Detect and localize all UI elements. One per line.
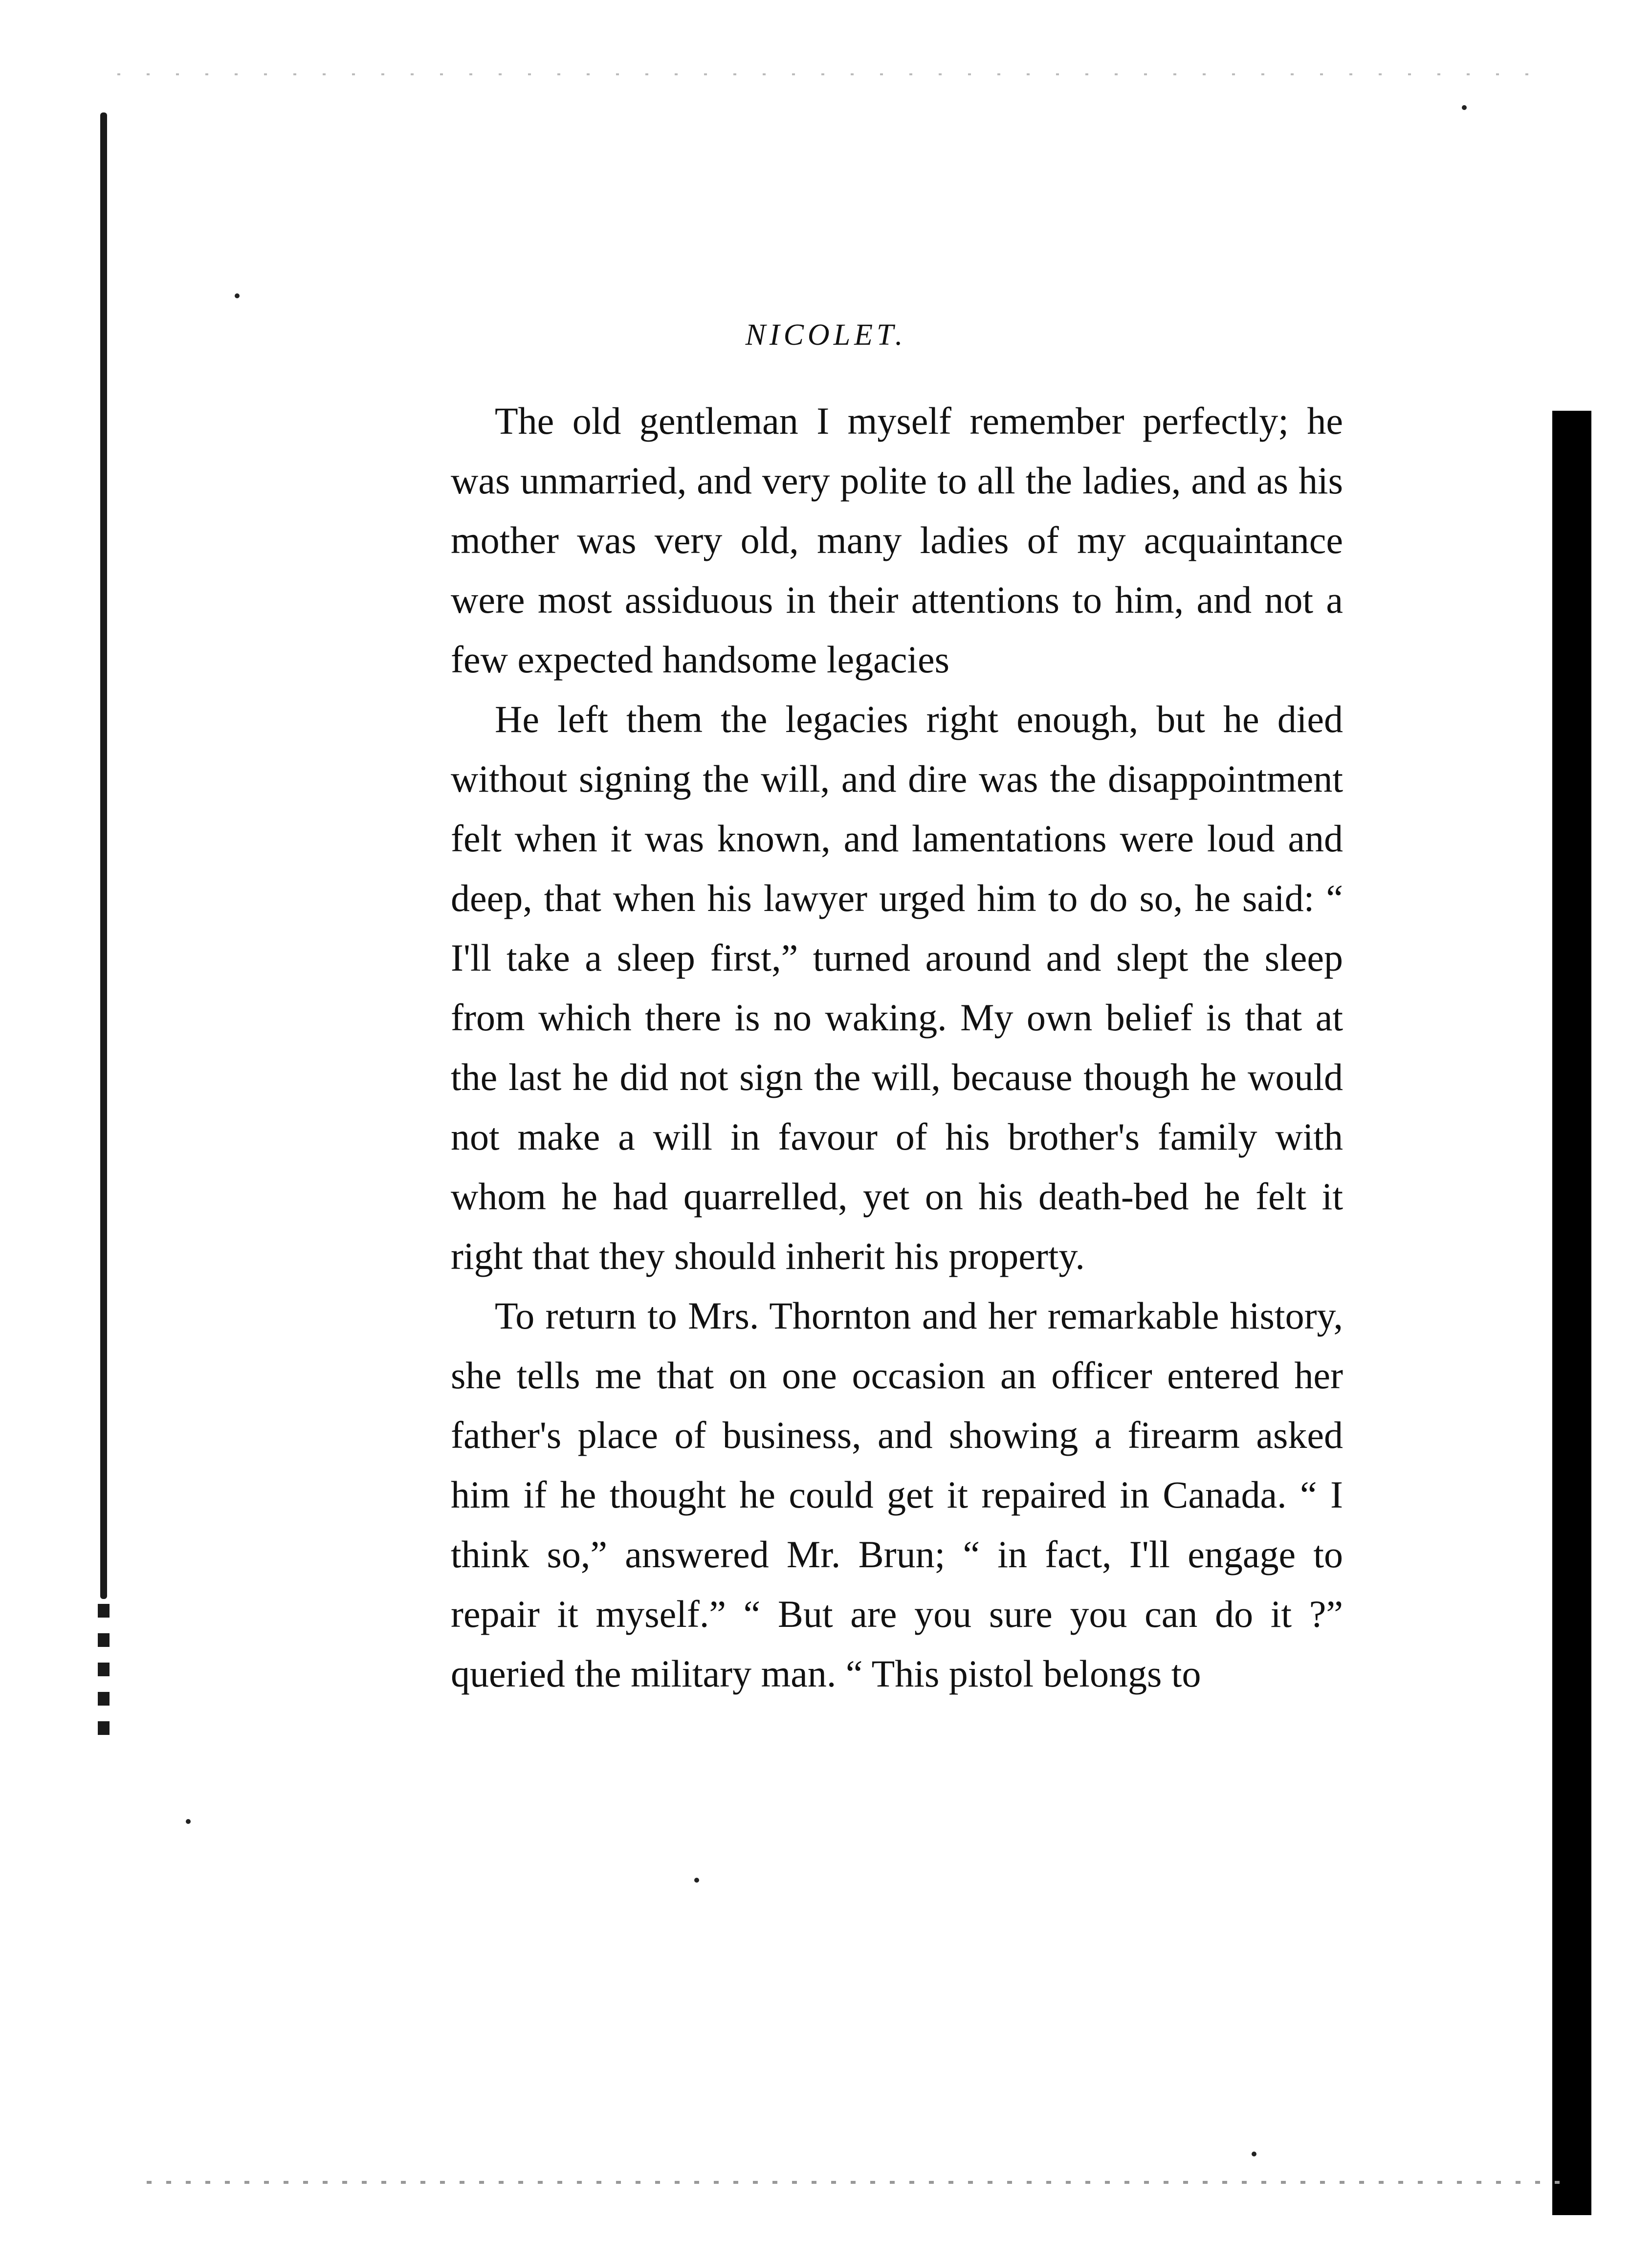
scan-top-edge bbox=[117, 73, 1535, 75]
scan-bottom-edge bbox=[147, 2181, 1564, 2184]
running-title: NICOLET. bbox=[745, 318, 907, 352]
scan-speck bbox=[694, 1878, 699, 1883]
paragraph: The old gentleman I myself remember perfectly; he was unmarried, and very polite to all the ladies, and as his mother was very old, many ladies of my acquaintance were most assiduous in their attentions to him, and not a few expected handsome legacies bbox=[451, 400, 1343, 681]
scan-right-binding-shadow bbox=[1552, 411, 1591, 2215]
scan-speck bbox=[186, 1819, 191, 1824]
scan-speck bbox=[235, 293, 240, 298]
body-text bbox=[451, 391, 1343, 1704]
paragraph: He left them the legacies right enough, but he died without signing the will, and dire was the disappointment felt when it was known, and lamentations were loud and deep, that when his lawyer urged him to do so, he said: “ I'll take a sleep first,” turned around and slept the sleep from which there is no waking. My own belief is that at the last he did not sign the will, because though he would not make a will in favour of his brother's family with whom he had quarrelled, yet on his death-bed he felt it right that they should inherit his property. bbox=[451, 698, 1343, 1277]
scan-speck bbox=[1462, 105, 1467, 110]
scan-left-edge-marks bbox=[98, 1604, 110, 1751]
scan-speck bbox=[1252, 2152, 1256, 2156]
paragraph: To return to Mrs. Thornton and her remarkable history, she tells me that on one occasion an officer entered her father's place of business, and showing a firearm asked him if he thought he could get it repaired in Canada. “ I think so,” answered Mr. Brun; “ in fact, I'll engage to repair it myself.” “ But are you sure you can do it ?” queried the military man. “ This pistol belongs to bbox=[451, 1294, 1343, 1695]
